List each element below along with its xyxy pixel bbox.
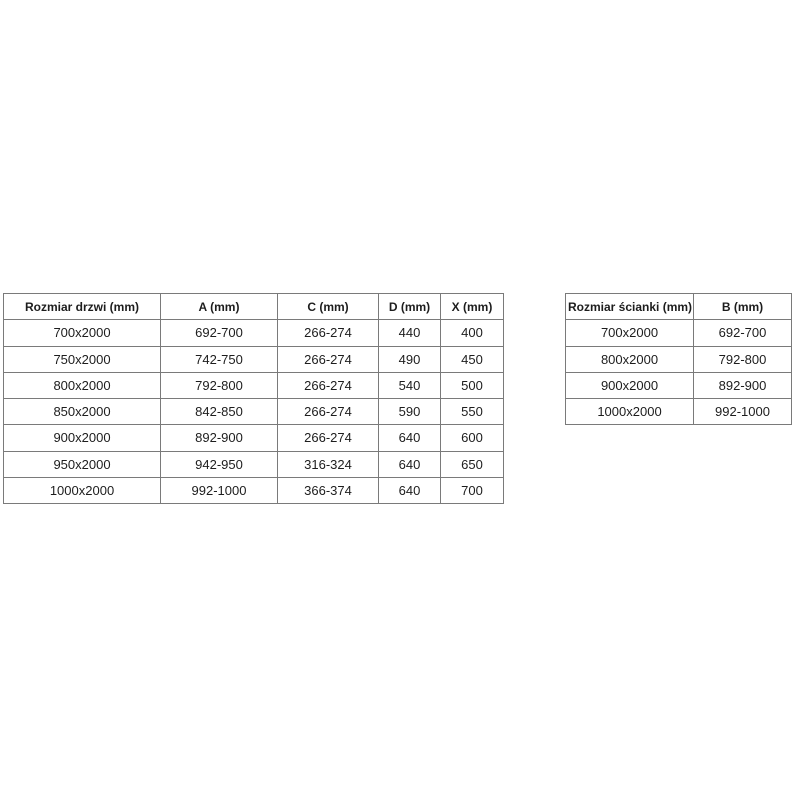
data-cell: 540	[379, 372, 441, 398]
data-cell: 892-900	[161, 425, 278, 451]
data-cell: 992-1000	[161, 477, 278, 503]
data-cell: 450	[441, 346, 504, 372]
data-cell: 1000x2000	[566, 399, 694, 425]
data-cell: 750x2000	[4, 346, 161, 372]
column-header: Rozmiar ścianki (mm)	[566, 294, 694, 320]
header-row	[4, 294, 504, 320]
table-row	[4, 451, 504, 477]
data-cell: 590	[379, 399, 441, 425]
wall-size-table	[565, 293, 792, 425]
data-cell: 600	[441, 425, 504, 451]
column-header: B (mm)	[694, 294, 792, 320]
column-header: A (mm)	[161, 294, 278, 320]
data-cell: 892-900	[694, 372, 792, 398]
data-cell: 440	[379, 320, 441, 346]
table-row	[4, 346, 504, 372]
table-row	[566, 399, 792, 425]
data-cell: 400	[441, 320, 504, 346]
data-cell: 850x2000	[4, 399, 161, 425]
data-cell: 640	[379, 425, 441, 451]
table-row	[4, 399, 504, 425]
column-header: D (mm)	[379, 294, 441, 320]
data-cell: 992-1000	[694, 399, 792, 425]
data-cell: 650	[441, 451, 504, 477]
data-cell: 742-750	[161, 346, 278, 372]
data-cell: 500	[441, 372, 504, 398]
data-cell: 700x2000	[4, 320, 161, 346]
data-cell: 266-274	[278, 425, 379, 451]
data-cell: 700	[441, 477, 504, 503]
data-cell: 700x2000	[566, 320, 694, 346]
header-row	[566, 294, 792, 320]
data-cell: 266-274	[278, 399, 379, 425]
data-cell: 692-700	[161, 320, 278, 346]
data-cell: 266-274	[278, 372, 379, 398]
data-cell: 942-950	[161, 451, 278, 477]
table-row	[4, 477, 504, 503]
column-header: Rozmiar drzwi (mm)	[4, 294, 161, 320]
data-cell: 1000x2000	[4, 477, 161, 503]
table-row	[566, 372, 792, 398]
column-header: C (mm)	[278, 294, 379, 320]
data-cell: 266-274	[278, 320, 379, 346]
data-cell: 366-374	[278, 477, 379, 503]
data-cell: 550	[441, 399, 504, 425]
table-row	[566, 346, 792, 372]
data-cell: 900x2000	[4, 425, 161, 451]
column-header: X (mm)	[441, 294, 504, 320]
table-row	[4, 425, 504, 451]
data-cell: 490	[379, 346, 441, 372]
door-size-table	[3, 293, 504, 504]
data-cell: 800x2000	[566, 346, 694, 372]
data-cell: 640	[379, 451, 441, 477]
table-row	[4, 320, 504, 346]
data-cell: 640	[379, 477, 441, 503]
data-cell: 316-324	[278, 451, 379, 477]
data-cell: 792-800	[694, 346, 792, 372]
data-cell: 800x2000	[4, 372, 161, 398]
data-cell: 266-274	[278, 346, 379, 372]
table-row	[4, 372, 504, 398]
data-cell: 842-850	[161, 399, 278, 425]
data-cell: 692-700	[694, 320, 792, 346]
data-cell: 792-800	[161, 372, 278, 398]
data-cell: 900x2000	[566, 372, 694, 398]
table-row	[566, 320, 792, 346]
data-cell: 950x2000	[4, 451, 161, 477]
